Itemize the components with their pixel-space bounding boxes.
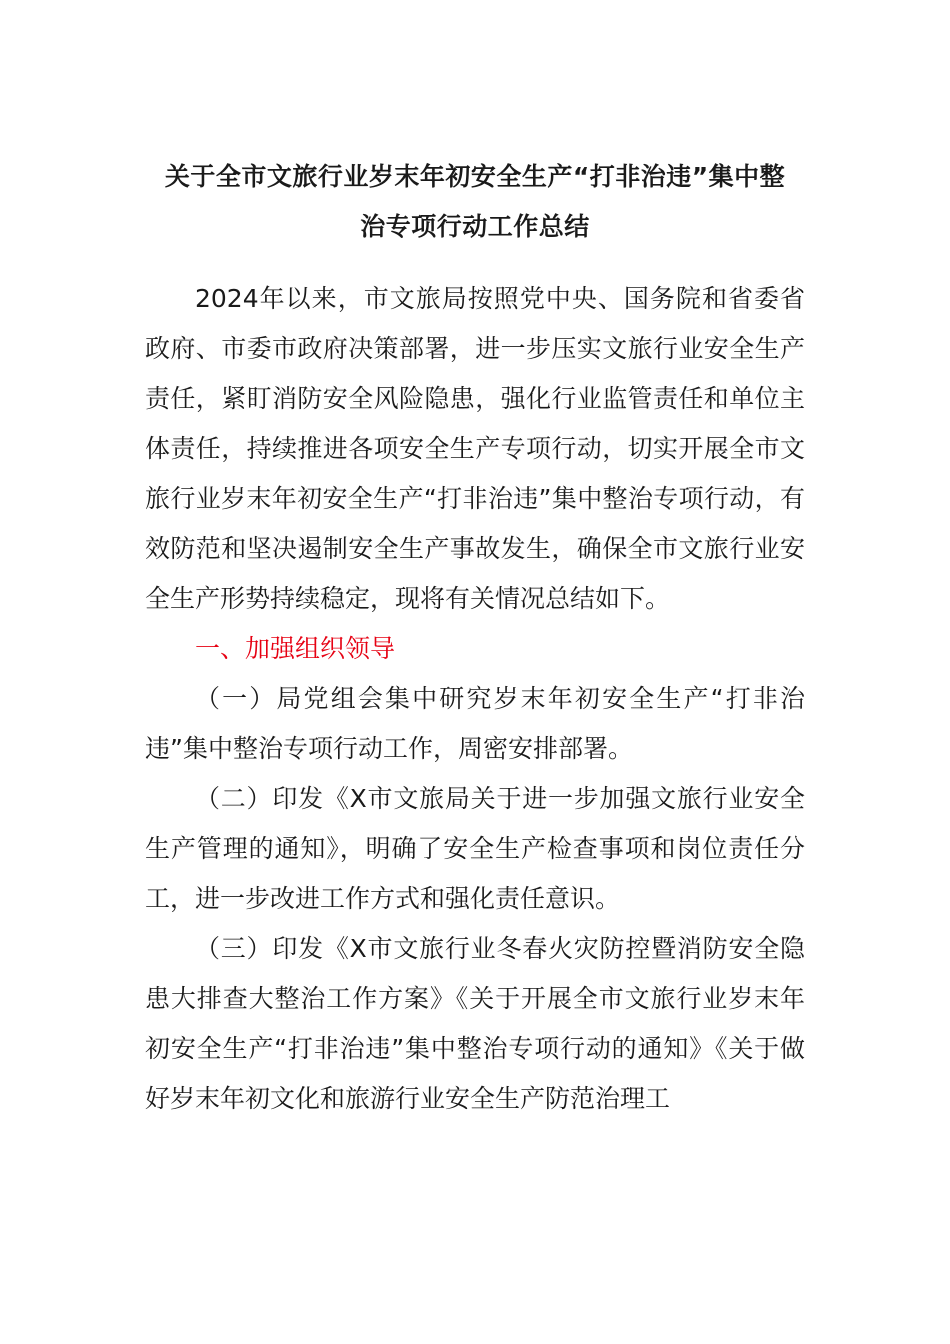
list-item-1: （一）局党组会集中研究岁末年初安全生产“打非治违”集中整治专项行动工作，周密安排部署。 — [145, 684, 805, 763]
document-body — [145, 274, 805, 1124]
document-title — [145, 152, 805, 252]
intro-paragraph: 2024年以来，市文旅局按照党中央、国务院和省委省政府、市委市政府决策部署，进一步压实文旅行业安全生产责任，紧盯消防安全风险隐患，强化行业监管责任和单位主体责任，持续推进各项安全生产专项行动，切实开展全市文旅行业岁末年初安全生产“打非治违”集中整治专项行动，有效防范和坚决遏制安全生产事故发生，确保全市文旅行业安全生产形势持续稳定，现将有关情况总结如下。 — [145, 284, 805, 613]
list-item-2: （二）印发《X市文旅局关于进一步加强文旅行业安全生产管理的通知》，明确了安全生产检查事项和岗位责任分工，进一步改进工作方式和强化责任意识。 — [145, 784, 805, 913]
title-line-1: 关于全市文旅行业岁末年初安全生产“打非治违”集中整 — [164, 162, 786, 191]
list-item-3: （三）印发《X市文旅行业冬春火灾防控暨消防安全隐患大排查大整治工作方案》《关于开展全市文旅行业岁末年初安全生产“打非治违”集中整治专项行动的通知》《关于做好岁末年初文化和旅游行业安全生产防范治理工 — [145, 934, 805, 1113]
title-line-2: 治专项行动工作总结 — [360, 212, 590, 241]
section-heading-1: 一、加强组织领导 — [195, 634, 396, 663]
